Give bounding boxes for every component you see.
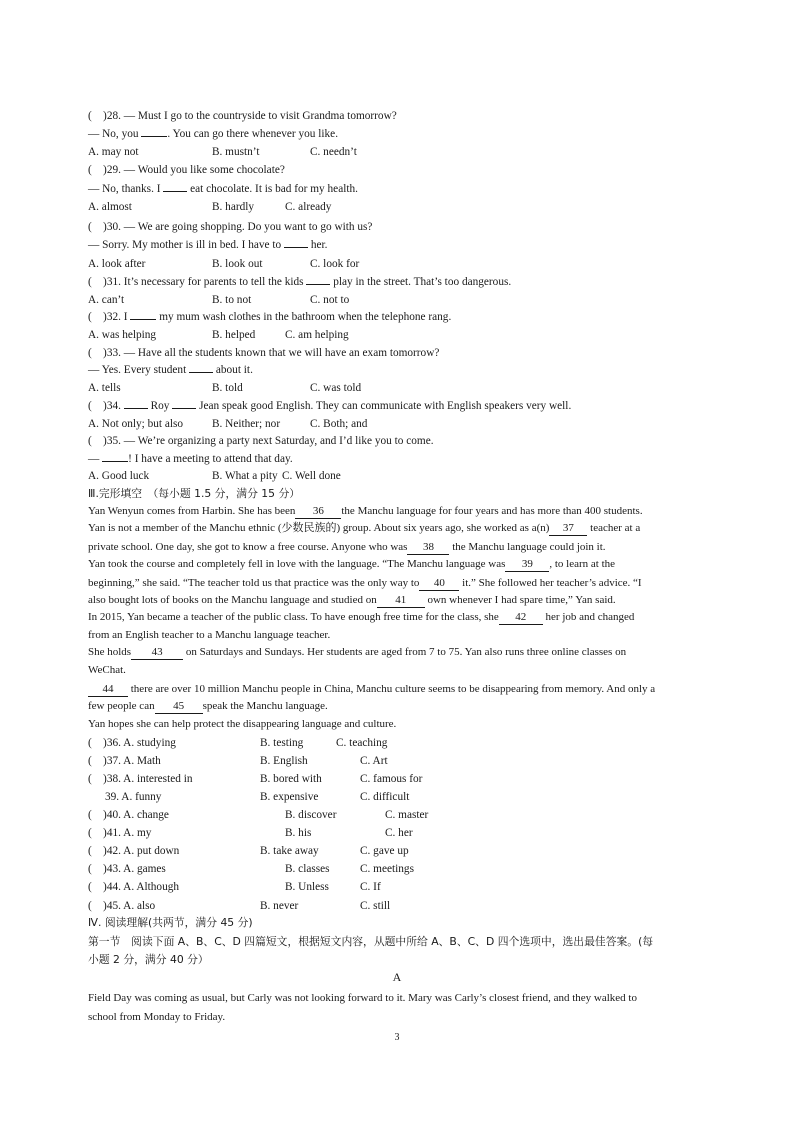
- cloze-line-11: 44 there are over 10 million Manchu people in China, Manchu culture seems to be disappearing from memory. And only a: [88, 681, 655, 697]
- cloze-line-3: private school. One day, she got to know a free course. Anyone who was 38 the Manchu language could join it.: [88, 541, 606, 553]
- cloze-line-5: beginning,” she said. “The teacher told us that practice was the only way to 40 it.” She followed her teacher’s advice. “I: [88, 577, 642, 589]
- q28-option-b: B. mustn’t: [212, 146, 260, 158]
- q30-option-c: C. look for: [310, 258, 360, 270]
- question-31: ( )31. It’s necessary for parents to tell the kids play in the street. That’s too dangerous.: [88, 276, 512, 288]
- q30-option-a: A. look after: [88, 258, 146, 270]
- q29-option-a: A. almost: [88, 201, 132, 213]
- q34-option-b: B. Neither; nor: [212, 418, 281, 430]
- q28-option-c: C. needn’t: [310, 146, 357, 158]
- question-30-reply: — Sorry. My mother is ill in bed. I have to her.: [88, 239, 328, 251]
- q34-option-c: C. Both; and: [310, 418, 368, 430]
- q29-option-c: C. already: [285, 201, 332, 213]
- q31-option-b: B. to not: [212, 294, 252, 306]
- q33-option-a: A. tells: [88, 382, 121, 394]
- question-28: ( )28. — Must I go to the countryside to visit Grandma tomorrow?: [88, 110, 397, 122]
- question-34: ( )34. Roy Jean speak good English. They can communicate with English speakers very well.: [88, 400, 572, 412]
- reading-heading: Ⅳ. 阅读理解(共两节，满分 45 分): [88, 916, 253, 929]
- cloze-line-4: Yan took the course and completely fell in love with the language. “The Manchu language was 39 , to learn at the: [88, 558, 616, 570]
- cloze-line-1: Yan Wenyun comes from Harbin. She has been 36 the Manchu language for four years and has more than 400 students.: [88, 505, 643, 517]
- question-30: ( )30. — We are going shopping. Do you want to go with us?: [88, 221, 373, 233]
- question-33-reply: — Yes. Every student about it.: [88, 364, 253, 376]
- cloze-line-7: In 2015, Yan became a teacher of the public class. To have enough free time for the class, she 42 her job and changed: [88, 611, 635, 623]
- q34-option-a: A. Not only; but also: [88, 418, 184, 430]
- cloze-heading: Ⅲ.完形填空 （每小题 1.5 分，满分 15 分）: [88, 487, 301, 500]
- question-35: ( )35. — We’re organizing a party next Saturday, and I’d like you to come.: [88, 435, 434, 447]
- q33-option-c: C. was told: [310, 382, 362, 394]
- q35-option-a: A. Good luck: [88, 470, 150, 482]
- q31-option-c: C. not to: [310, 294, 350, 306]
- cloze-line-12: few people can 45 speak the Manchu language.: [88, 700, 328, 712]
- passage-title: A: [392, 970, 402, 984]
- page-number: 3: [394, 1032, 400, 1043]
- cloze-line-8: from an English teacher to a Manchu language teacher.: [88, 629, 331, 641]
- q31-option-a: A. can’t: [88, 294, 125, 306]
- cloze-line-6: also bought lots of books on the Manchu language and studied on 41 own whenever I had spare time,” Yan said.: [88, 594, 616, 606]
- cloze-line-13: Yan hopes she can help protect the disappearing language and culture.: [88, 718, 397, 730]
- q30-option-b: B. look out: [212, 258, 263, 270]
- q35-option-b: B. What a pity: [212, 470, 278, 482]
- reading-instructions-line-1: 第一节 阅读下面 A、B、C、D 四篇短文，根据短文内容，从题中所给 A、B、C、D 四个选项中，选出最佳答案。(每: [88, 935, 654, 948]
- cloze-line-10: WeChat.: [88, 664, 126, 676]
- question-32: ( )32. I my mum wash clothes in the bathroom when the telephone rang.: [88, 311, 452, 323]
- passage-line-2: school from Monday to Friday.: [88, 1011, 226, 1023]
- question-33: ( )33. — Have all the students known that we will have an exam tomorrow?: [88, 347, 440, 359]
- question-29-reply: — No, thanks. I eat chocolate. It is bad for my health.: [88, 183, 358, 195]
- exam-page: ( )28. — Must I go to the countryside to visit Grandma tomorrow? — No, you . You can go there whenever you like. A. may not B. mustn’t C. needn’t ( )29. — Would you like some chocolate? — No, thanks. I eat chocolate. It is bad for my health. A. almost B. hardly C. already ( )30. — We are going shopping. Do you want to go with us? — Sorry. My mother is ill in bed. I have to her. A. look after B. look out C. look for ( )31. It’s necessary for parents to tell the kids play in the street. That’s too dangerous. A. can’t B. to not C. not to ( )32. I my mum wash clothes in the bathroom when the telephone rang. A. was helping B. helped C. am helping ( )33. — Have all the students known that we will have an exam tomorrow? — Yes. Every student about it. A. tells B. told C. was told ( )34. Roy Jean speak good English. They can communicate with English speakers very well. A. Not only; but also B. Neither; nor C. Both; and ( )35. — We’re organizing a party next Saturday, and I’d like you to come. — ! I have a meeting to attend that day. A. Good luck B. What a pity C. Well done Ⅲ.完形填空 （每小题 1.5 分，满分 15 分） Yan Wenyun comes from Harbin. She has been 36 the Manchu language for four years and has more than 400 students. Yan is not a member of the Manchu ethnic (少数民族的) group. About six years ago, she worked as a(n) 37 teacher at a private school. One day, she got to know a free course. Anyone who was 38 the Manchu language could join it. Yan took the course and completely fell in love with the language. “The Manchu language was 39 , to learn at the beginning,” she said. “The teacher told us that practice was the only way to 40 it.” She followed her teacher’s advice. “I also bought lots of books on the Manchu language and studied on 41 own whenever I had spare time,” Yan said. In 2015, Yan became a teacher of the public class. To have enough free time for the class, she 42 her job and changed from an English teacher to a Manchu language teacher. She holds 43 on Saturdays and Sundays. Her students are aged from 7 to 75. Yan also runs three online classes on WeChat. 44 there are over 10 million Manchu people in China, Manchu culture seems to be disappearing from memory. And only a few people can 45 speak the Manchu language. Yan hopes she can help protect the disappearing language and culture. ( )36. A. studying B. testing C. teaching ( )37. A. Math B. English C. Art ( )38. A. interested in B. bored with C. famous for 39. A. funny B. expensive C. difficult ( )40. A. change B. discover C. master ( )41. A. my B. his C. her ( )42. A. put down B. take away C. gave up ( )43. A. games B. classes C. meetings ( )44. A. Although B. Unless C. If ( )45. A. also B. never C. still Ⅳ. 阅读理解(共两节，满分 45 分) 第一节 阅读下面 A、B、C、D 四篇短文，根据短文内容，从题中所给 A、B、C、D 四个选项中，选出最佳答案。(每 小题 2 分，满分 40 分） A Field Day was coming as usual, but Carly was not looking forward to it. Mary was Carly’s closest friend, and they walked to school from Monday to Friday. 3: [0, 0, 794, 1124]
- q28-option-a: A. may not: [88, 146, 139, 158]
- q32-option-a: A. was helping: [88, 329, 157, 341]
- q35-option-c: C. Well done: [282, 470, 341, 482]
- reading-instructions-line-2: 小题 2 分，满分 40 分）: [88, 953, 209, 966]
- q29-option-b: B. hardly: [212, 201, 255, 213]
- question-28-reply: — No, you . You can go there whenever you like.: [88, 128, 339, 140]
- q32-option-b: B. helped: [212, 329, 256, 341]
- q32-option-c: C. am helping: [285, 329, 349, 341]
- cloze-line-9: She holds 43 on Saturdays and Sundays. Her students are aged from 7 to 75. Yan also runs three online classes on: [88, 646, 627, 658]
- question-35-reply: — ! I have a meeting to attend that day.: [88, 453, 293, 465]
- cloze-line-2: Yan is not a member of the Manchu ethnic (少数民族的) group. About six years ago, she worked as a(n) 37 teacher at a: [88, 522, 641, 534]
- passage-line-1: Field Day was coming as usual, but Carly was not looking forward to it. Mary was Carly’s closest friend, and they walked to: [88, 992, 637, 1004]
- question-29: ( )29. — Would you like some chocolate?: [88, 164, 285, 176]
- q33-option-b: B. told: [212, 382, 243, 394]
